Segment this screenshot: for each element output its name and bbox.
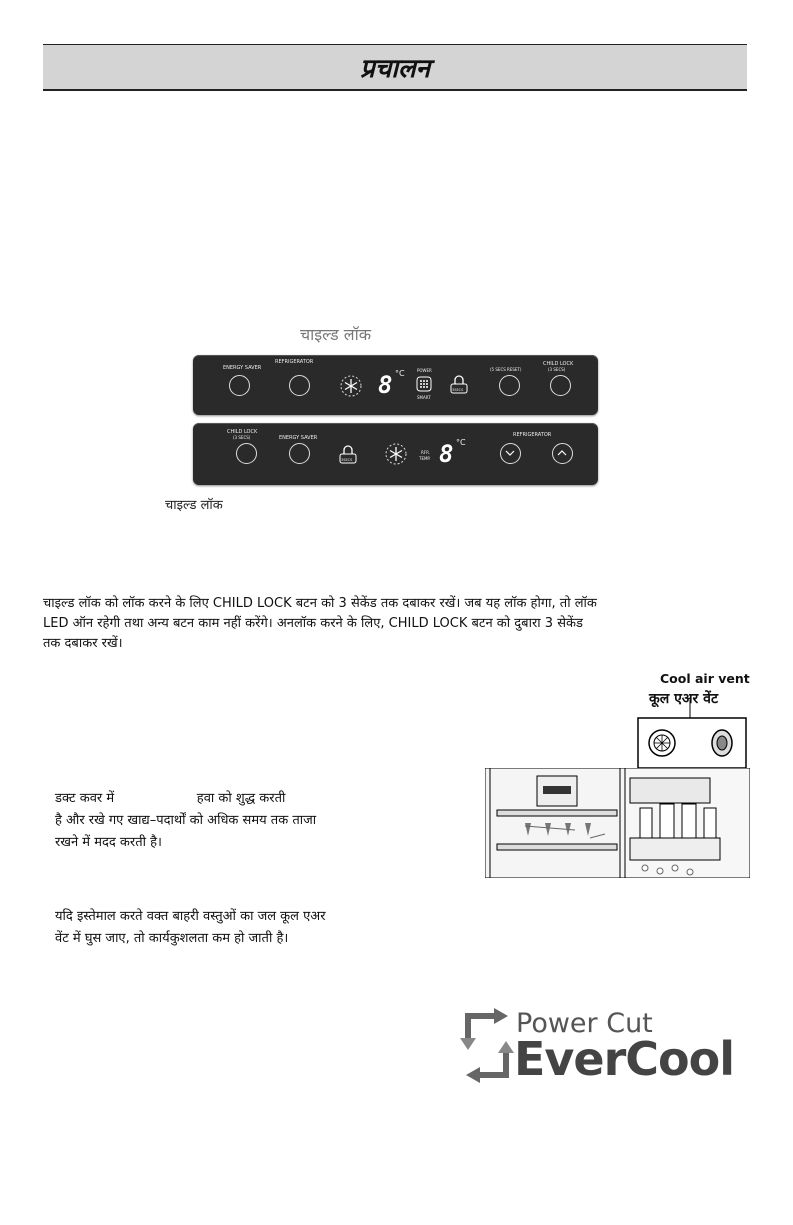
power-smart-icon: [415, 375, 433, 393]
lock-badge-label: 3SECS: [341, 458, 353, 462]
vent-warning-text: [55, 906, 415, 950]
temperature-unit: °C: [456, 438, 466, 447]
section-title: प्रचालन: [359, 54, 431, 84]
temperature-digit: 8: [439, 440, 454, 468]
cool-air-vent-label-en: Cool air vent: [660, 671, 750, 686]
child-lock-caption-top: चाइल्ड लॉक: [300, 325, 372, 344]
instruction-line: LED ऑन रहेगी तथा अन्य बटन काम नहीं करेंगे। अनलॉक करने के लिए, CHILD LOCK बटन को दुबारा 3 सेकेंड: [43, 616, 583, 631]
temp-label: TEMP.: [419, 456, 431, 461]
child-lock-label: CHILD LOCK: [227, 429, 258, 435]
child-lock-button[interactable]: [550, 375, 571, 396]
snowflake-icon: [338, 373, 364, 399]
logo-line-2: EverCool: [514, 1032, 735, 1086]
lock-icon: [449, 373, 469, 397]
text-line: वेंट में घुस जाए, तो कार्यकुशलता कम हो जाती है।: [55, 931, 289, 946]
chevron-down-icon: [501, 444, 519, 462]
energy-saver-label: ENERGY SAVER: [223, 365, 262, 371]
temperature-digit: 8: [378, 371, 393, 399]
lock-icon: [338, 443, 358, 467]
instruction-line: तक दबाकर रखें।: [43, 636, 123, 651]
deodorizer-text: [55, 788, 395, 854]
cool-air-vent-label-hi: कूल एअर वेंट: [649, 691, 718, 707]
power-label: POWER: [417, 368, 432, 373]
instruction-line: चाइल्ड लॉक को लॉक करने के लिए CHILD LOCK बटन को 3 सेकेंड तक दबाकर रखें। जब यह लॉक होगा, तो लॉक: [43, 596, 597, 611]
temperature-unit: °C: [395, 369, 405, 378]
child-lock-caption-bottom: चाइल्ड लॉक: [165, 498, 223, 513]
refrigerator-label: REFRIGERATOR: [513, 432, 552, 438]
chevron-up-icon: [553, 444, 571, 462]
text-line: रखने में मदद करती है।: [55, 835, 162, 850]
energy-saver-button[interactable]: [289, 443, 310, 464]
smart-label: SMART: [417, 395, 431, 400]
child-lock-label: CHILD LOCK: [543, 361, 574, 367]
cycle-arrows-icon: [458, 1008, 516, 1083]
lock-badge-label: 3SECS: [452, 388, 464, 392]
reset-label: (5 SECS RESET): [490, 367, 522, 372]
temp-down-button[interactable]: [500, 443, 521, 464]
child-lock-secs-label: (3 SECS): [548, 367, 566, 372]
fridge-interior-illustration: [485, 768, 750, 878]
section-header: [43, 45, 747, 89]
refrigerator-button[interactable]: [289, 375, 310, 396]
logo-line-1: Power Cut: [516, 1008, 653, 1039]
control-panel-top: [193, 355, 598, 415]
energy-saver-button[interactable]: [229, 375, 250, 396]
snowflake-icon: [383, 441, 409, 467]
child-lock-button[interactable]: [236, 443, 257, 464]
rfr-label: RFR.: [421, 450, 430, 455]
power-cut-evercool-logo: [458, 1008, 748, 1088]
energy-saver-label: ENERGY SAVER: [279, 435, 318, 441]
refrigerator-label: REFRIGERATOR: [275, 359, 314, 365]
text-line: है और रखे गए खाद्य–पदार्थों को अधिक समय तक ताजा: [55, 813, 317, 828]
reset-button[interactable]: [499, 375, 520, 396]
text-line: डक्ट कवर में हवा को शुद्ध करती: [55, 791, 286, 806]
text-line: यदि इस्तेमाल करते वक्त बाहरी वस्तुओं का जल कूल एअर: [55, 909, 326, 924]
header-rule-bottom: [43, 89, 747, 91]
temp-up-button[interactable]: [552, 443, 573, 464]
child-lock-secs-label: (3 SECS): [233, 435, 251, 440]
child-lock-instructions: [43, 594, 743, 654]
control-panel-bottom: [193, 423, 598, 485]
